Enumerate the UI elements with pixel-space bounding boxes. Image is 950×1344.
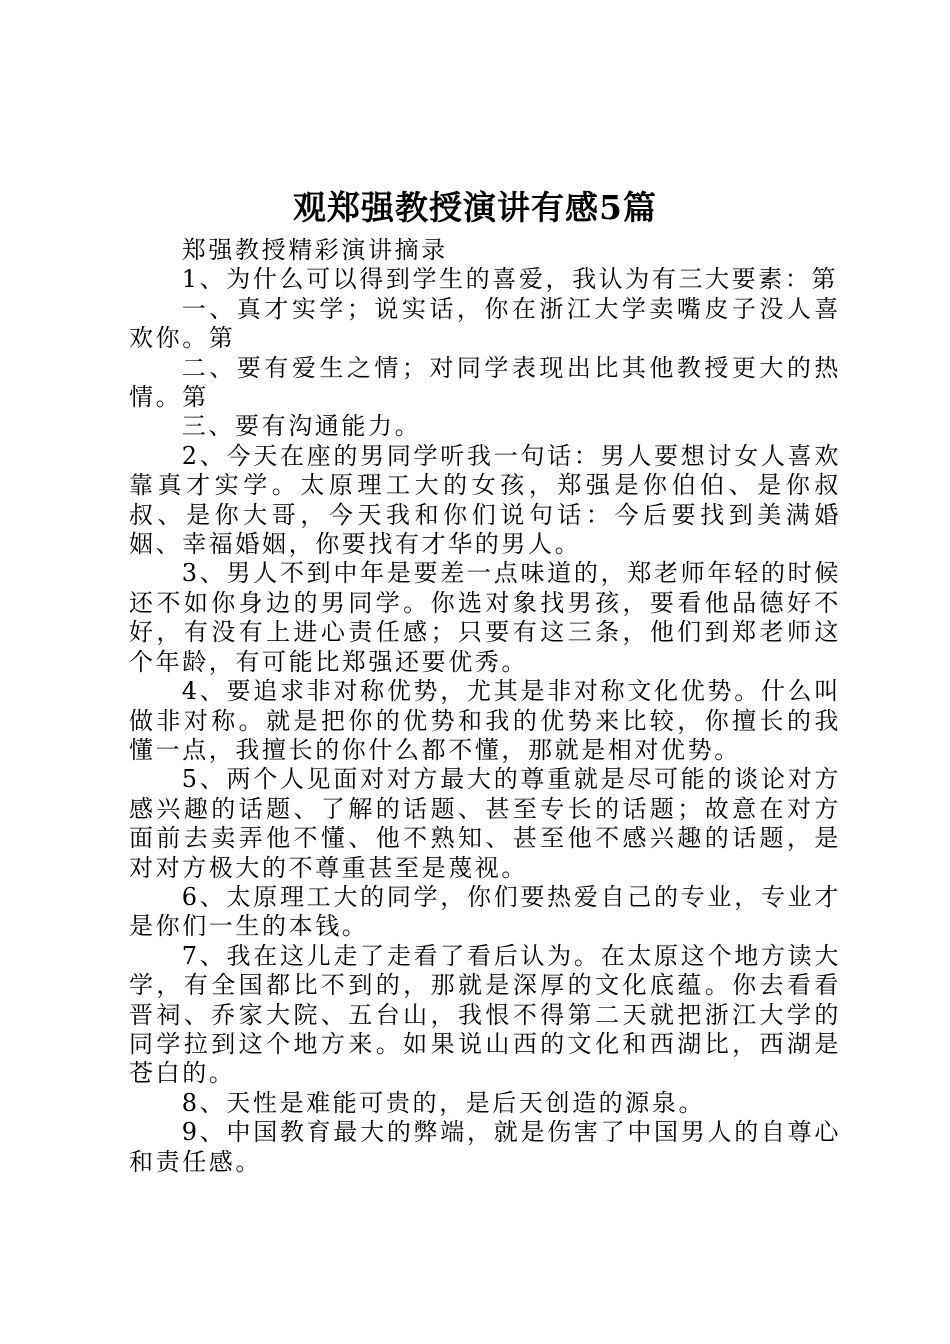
paragraph: 1、为什么可以得到学生的喜爱，我认为有三大要素：第: [181, 265, 839, 294]
paragraph: 一、真才实学；说实话，你在浙江大学卖嘴皮子没人喜欢你。第: [129, 294, 841, 353]
paragraph: 三、要有沟通能力。: [181, 412, 422, 441]
document-body: [129, 236, 841, 1177]
paragraph: 二、要有爱生之情；对同学表现出比其他教授更大的热情。第: [129, 353, 841, 412]
paragraph: 6、太原理工大的同学，你们要热爱自己的专业，专业才是你们一生的本钱。: [129, 882, 841, 941]
paragraph: 5、两个人见面对对方最大的尊重就是尽可能的谈论对方感兴趣的话题、了解的话题、甚至专长的话题；故意在对方面前去卖弄他不懂、他不熟知、甚至他不感兴趣的话题，是对对方极大的不尊重甚至是蔑视。: [129, 765, 841, 882]
paragraph: 郑强教授精彩演讲摘录: [181, 236, 448, 264]
document-title: 观郑强教授演讲有感5篇: [293, 188, 657, 227]
paragraph: 3、男人不到中年是要差一点味道的，郑老师年轻的时候还不如你身边的男同学。你选对象找男孩，要看他品德好不好，有没有上进心责任感；只要有这三条，他们到郑老师这个年龄，有可能比郑强还要优秀。: [129, 559, 841, 676]
paragraph: 4、要追求非对称优势，尤其是非对称文化优势。什么叫做非对称。就是把你的优势和我的优势来比较，你擅长的我懂一点，我擅长的你什么都不懂，那就是相对优势。: [129, 677, 841, 764]
paragraph: 2、今天在座的男同学听我一句话：男人要想讨女人喜欢靠真才实学。太原理工大的女孩，郑强是你伯伯、是你叔叔、是你大哥，今天我和你们说句话：今后要找到美满婚姻、幸福婚姻，你要找有才华的男人。: [129, 441, 841, 559]
paragraph: 8、天性是难能可贵的，是后天创造的源泉。: [181, 1088, 706, 1117]
paragraph: 7、我在这儿走了走看了看后认为。在太原这个地方读大学，有全国都比不到的，那就是深厚的文化底蕴。你去看看晋祠、乔家大院、五台山，我恨不得第二天就把浙江大学的同学拉到这个地方来。如果说山西的文化和西湖比，西湖是苍白的。: [129, 941, 841, 1088]
paragraph: 9、中国教育最大的弊端，就是伤害了中国男人的自尊心和责任感。: [129, 1118, 841, 1176]
